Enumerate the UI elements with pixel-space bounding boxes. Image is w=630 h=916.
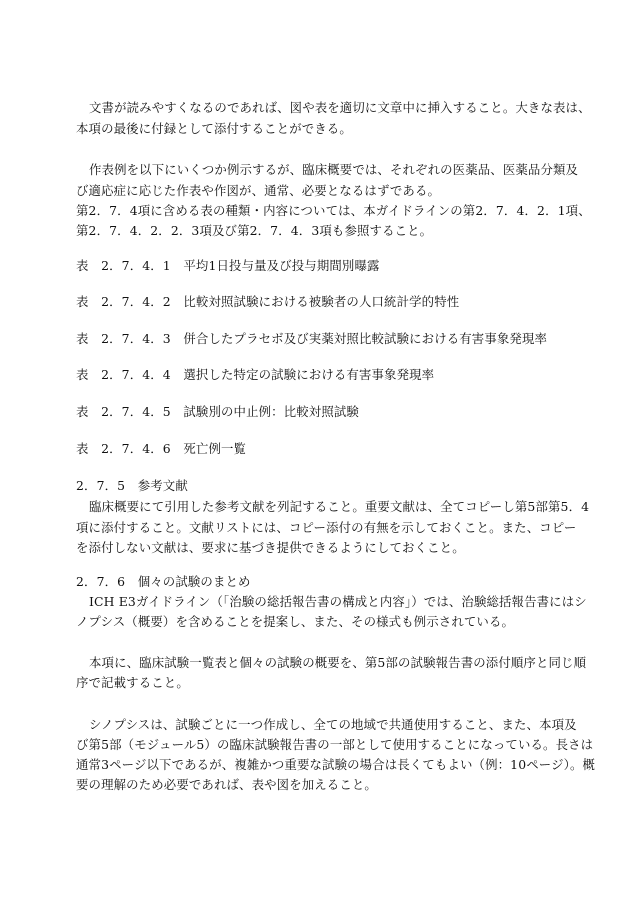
paragraph-line: 項に添付すること。文献リストには、コピー添付の有無を示しておくこと。また、コピー: [76, 520, 577, 535]
paragraph-line: 要の理解のため必要であれば、表や図を加えること。: [76, 777, 377, 792]
paragraph-line: シノプシスは、試験ごとに一つ作成し、全ての地域で共通使用すること、また、本項及: [89, 717, 577, 732]
table-list-item: 表 2．7．4．4 選択した特定の試験における有害事象発現率: [76, 367, 435, 382]
paragraph-line: 第2．7．4．2．2．3項及び第2．7．4．3項も参照すること。: [76, 223, 433, 238]
table-list-item: 表 2．7．4．2 比較対照試験における被験者の人口統計学的特性: [76, 294, 460, 309]
paragraph-line: ノプシス（概要）を含めることを提案し、また、その様式も例示されている。: [76, 614, 515, 629]
paragraph-line: を添付しない文献は、要求に基づき提供できるようにしておくこと。: [76, 540, 465, 555]
section-heading: 2．7．5 参考文献: [76, 478, 188, 493]
table-list-item: 表 2．7．4．3 併合したプラセボ及び実薬対照比較試験における有害事象発現率: [76, 331, 548, 346]
table-list-item: 表 2．7．4．1 平均1日投与量及び投与期間別曝露: [76, 258, 380, 273]
paragraph-line: 臨床概要にて引用した参考文献を列記すること。重要文献は、全てコピーし第5部第5．4: [89, 499, 590, 514]
paragraph-line: 作表例を以下にいくつか例示するが、臨床概要では、それぞれの医薬品、医薬品分類及: [89, 162, 579, 177]
paragraph-line: 本項の最後に付録として添付することができる。: [76, 121, 352, 136]
section-heading: 2．7．6 個々の試験のまとめ: [76, 574, 251, 589]
paragraph-line: び第5部（モジュール5）の臨床試験報告書の一部として使用することになっている。長さは: [76, 737, 594, 752]
paragraph-line: 第2．7．4項に含める表の種類・内容については、本ガイドラインの第2．7．4．2．1項、: [76, 203, 591, 218]
paragraph-line: 通常3ページ以下であるが、複雑かつ重要な試験の場合は長くてもよい（例：10ページ）。概: [76, 757, 596, 772]
paragraph-line: 文書が読みやすくなるのであれば、図や表を適切に文章中に挿入すること。大きな表は、: [89, 100, 591, 115]
paragraph-line: ICH E3ガイドライン（「治験の総括報告書の構成と内容」）では、治験総括報告書にはシ: [89, 594, 587, 609]
paragraph-line: 序で記載すること。: [76, 675, 189, 690]
paragraph-line: 本項に、臨床試験一覧表と個々の試験の概要を、第5部の試験報告書の添付順序と同じ順: [89, 655, 587, 670]
table-list-item: 表 2．7．4．5 試験別の中止例：比較対照試験: [76, 404, 359, 419]
table-list-item: 表 2．7．4．6 死亡例一覧: [76, 441, 247, 456]
paragraph-line: び適応症に応じた作表や作図が、通常、必要となるはずである。: [76, 183, 441, 198]
